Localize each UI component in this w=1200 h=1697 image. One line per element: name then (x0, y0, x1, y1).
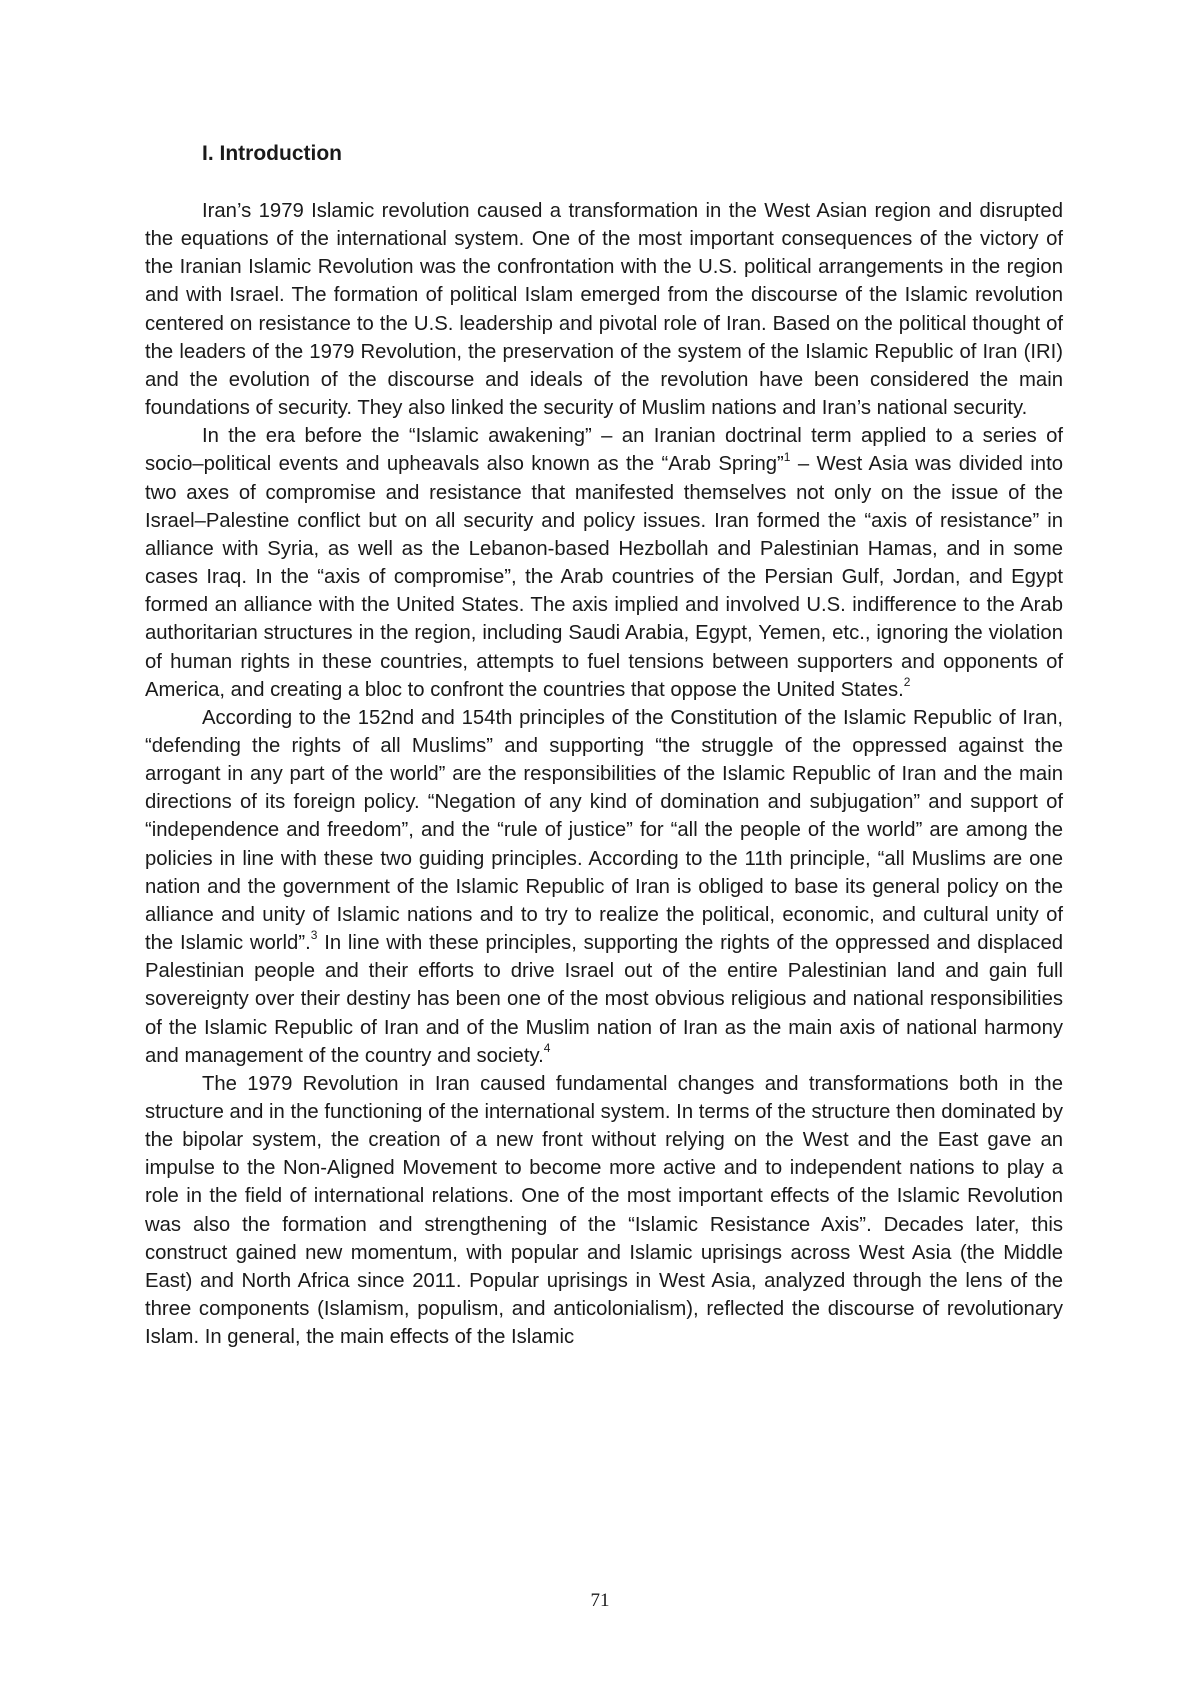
footnote-marker-4: 4 (543, 1040, 551, 1055)
paragraph-3 (145, 704, 1063, 1070)
body-text (145, 197, 1063, 1351)
section-heading: I. Introduction (202, 142, 342, 165)
paragraph-1: Iran’s 1979 Islamic revolution caused a transformation in the West Asian region and disrupted the equations of the international system. One of the most important consequences of the victory of the Iranian Islamic Revolution was the confrontation with the U.S. political arrangements in the region and with Israel. The formation of political Islam emerged from the discourse of the Islamic revolution centered on resistance to the U.S. leadership and pivotal role of Iran. Based on the political thought of the leaders of the 1979 Revolution, the preservation of the system of the Islamic Republic of Iran (IRI) and the evolution of the discourse and ideals of the revolution have been considered the main foundations of security. They also linked the security of Muslim nations and Iran’s national security. (145, 200, 1063, 420)
paragraph-3-text-a: According to the 152nd and 154th principles of the Constitution of the Islamic Republic of Iran, “defending the rights of all Muslims” and supporting “the struggle of the oppressed against the arrogant in any part of the world” are the responsibilities of the Islamic Republic of Iran and the main directions of its foreign policy. “Negation of any kind of domination and subjugation” and support of “independence and freedom”, and the “rule of justice” for “all the people of the world” are among the policies in line with these two guiding principles. According to the 11th principle, “all Muslims are one nation and the government of the Islamic Republic of Iran is obliged to base its general policy on the alliance and unity of Islamic nations and to try to realize the political, economic, and cultural unity of the Islamic world”. (145, 706, 1063, 955)
paragraph-2-text-a: In the era before the “Islamic awakening” – an Iranian doctrinal term applied to a series of socio–political events and upheavals also known as the “Arab Spring” (145, 425, 1063, 476)
paragraph-3-text-b: In line with these principles, supporting the rights of the oppressed and displaced Palestinian people and their efforts to drive Israel out of the entire Palestinian land and gain full sovereignty over their destiny has been one of the most obvious religious and national responsibilities of the Islamic Republic of Iran and of the Muslim nation of Iran as the main axis of national harmony and management of the country and society. (145, 932, 1063, 1067)
page-number: 71 (590, 1590, 610, 1611)
paragraph-2 (145, 422, 1063, 704)
footnote-marker-2: 2 (903, 674, 911, 689)
footnote-marker-3: 3 (310, 928, 318, 943)
footnote-marker-1: 1 (783, 449, 791, 464)
paragraph-2-text-b: – West Asia was divided into two axes of compromise and resistance that manifested themselves not only on the issue of the Israel–Palestine conflict but on all security and policy issues. Iran formed the “axis of resistance” in alliance with Syria, as well as the Lebanon-based Hezbollah and Palestinian Hamas, and in some cases Iraq. In the “axis of compromise”, the Arab countries of the Persian Gulf, Jordan, and Egypt formed an alliance with the United States. The axis implied and involved U.S. indifference to the Arab authoritarian structures in the region, including Saudi Arabia, Egypt, Yemen, etc., ignoring the violation of human rights in these countries, attempts to fuel tensions between supporters and opponents of America, and creating a bloc to confront the countries that oppose the United States. (145, 453, 1063, 701)
paragraph-4: The 1979 Revolution in Iran caused fundamental changes and transformations both in the structure and in the functioning of the international system. In terms of the structure then dominated by the bipolar system, the creation of a new front without relying on the West and the East gave an impulse to the Non-Aligned Movement to become more active and to independent nations to play a role in the field of international relations. One of the most important effects of the Islamic Revolution was also the formation and strengthening of the “Islamic Resistance Axis”. Decades later, this construct gained new momentum, with popular and Islamic uprisings across West Asia (the Middle East) and North Africa since 2011. Popular uprisings in West Asia, analyzed through the lens of the three components (Islamism, populism, and anticolonialism), reflected the discourse of revolutionary Islam. In general, the main effects of the Islamic (145, 1072, 1063, 1349)
